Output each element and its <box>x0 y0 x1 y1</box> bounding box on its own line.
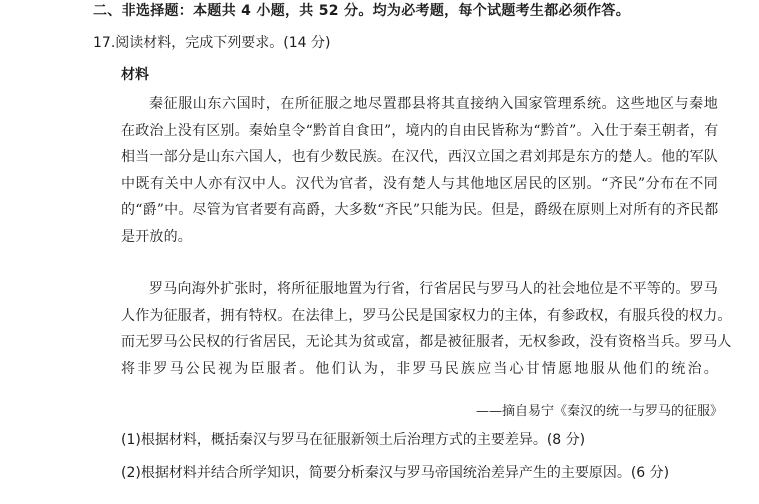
material-paragraph-qin-han <box>121 91 718 250</box>
material-paragraph-rome <box>121 276 732 382</box>
paragraph-line: 将非罗马公民视为臣服者。他们认为，非罗马民族应当心甘情愿地服从他们的统治。 <box>121 360 718 377</box>
paragraph-line: 相当一部分是山东六国人，也有少数民族。在汉代，西汉立国之君刘邦是东方的楚人。他的军队 <box>121 149 718 165</box>
material-source: ——摘自易宁《秦汉的统一与罗马的征服》 <box>475 404 723 419</box>
material-label: 材料 <box>121 67 149 83</box>
paragraph-line: 在政治上没有区别。秦始皇令“黔首自食田”，境内的自由民皆称为“黔首”。入仕于秦王朝者，有 <box>121 122 719 139</box>
sub-question-2: (2)根据材料并结合所学知识，简要分析秦汉与罗马帝国统治差异产生的主要原因。(6 分) <box>121 465 670 481</box>
section-header: 二、非选择题：本题共 4 小题，共 52 分。均为必考题，每个试题考生都必须作答。 <box>93 3 631 19</box>
sub-question-1: (1)根据材料，概括秦汉与罗马在征服新领土后治理方式的主要差异。(8 分) <box>121 432 586 448</box>
paragraph-line: 人作为征服者，拥有特权。在法律上，罗马公民是国家权力的主体，有参政权，有服兵役的权力。 <box>121 307 732 324</box>
question-title: 17.阅读材料，完成下列要求。(14 分) <box>93 35 331 51</box>
paragraph-line: 秦征服山东六国时，在所征服之地尽置郡县将其直接纳入国家管理系统。这些地区与秦地 <box>149 96 718 112</box>
paragraph-line: 是开放的。 <box>121 228 192 245</box>
paragraph-line: 罗马向海外扩张时，将所征服地置为行省，行省居民与罗马人的社会地位是不平等的。罗马 <box>149 281 718 297</box>
paragraph-line: 而无罗马公民权的行省居民，无论其为贫或富，都是被征服者，无权参政，没有资格当兵。罗马人 <box>121 334 732 350</box>
paragraph-line: 的“爵”中。尽管为官者要有高爵，大多数“齐民”只能为民。但是，爵级在原则上对所有的齐民都 <box>121 202 719 218</box>
paragraph-line: 中既有关中人亦有汉中人。汉代为官者，没有楚人与其他地区居民的区别。“齐民”分布在不同 <box>121 175 718 192</box>
